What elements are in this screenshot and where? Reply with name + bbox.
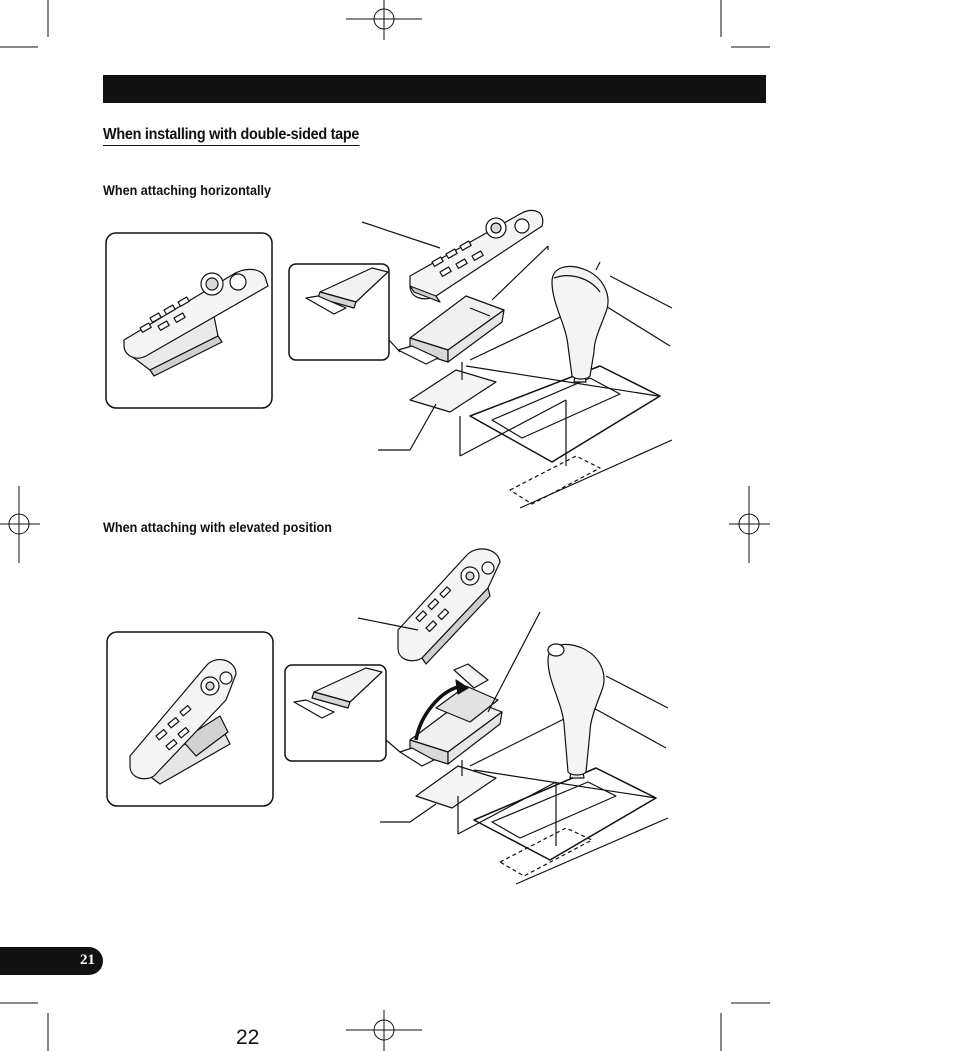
folio-number: 22	[236, 1026, 260, 1049]
header-bar	[103, 75, 766, 103]
section-title: When installing with double-sided tape	[103, 126, 359, 146]
holder-elevated	[400, 664, 502, 766]
registration-mark-right	[729, 486, 770, 563]
tape-horizontal	[410, 362, 496, 412]
registration-mark-left	[0, 486, 40, 563]
registration-mark-bottom	[346, 1010, 422, 1051]
shift-knob-elevated	[548, 644, 604, 778]
holder-horizontal	[398, 296, 504, 364]
page-number-tab	[0, 947, 103, 975]
tape-elevated	[416, 760, 496, 808]
remote-elevated	[398, 549, 500, 664]
subsection-title-elevated: When attaching with elevated position	[103, 519, 332, 535]
illustration-horizontal	[106, 210, 672, 508]
page-tab-number: 21	[80, 952, 95, 968]
shift-knob-horizontal	[552, 266, 608, 382]
registration-mark-top	[346, 0, 422, 40]
subsection-title-horizontal: When attaching horizontally	[103, 182, 272, 198]
illustration-elevated	[107, 549, 668, 884]
remote-horizontal	[410, 210, 543, 302]
